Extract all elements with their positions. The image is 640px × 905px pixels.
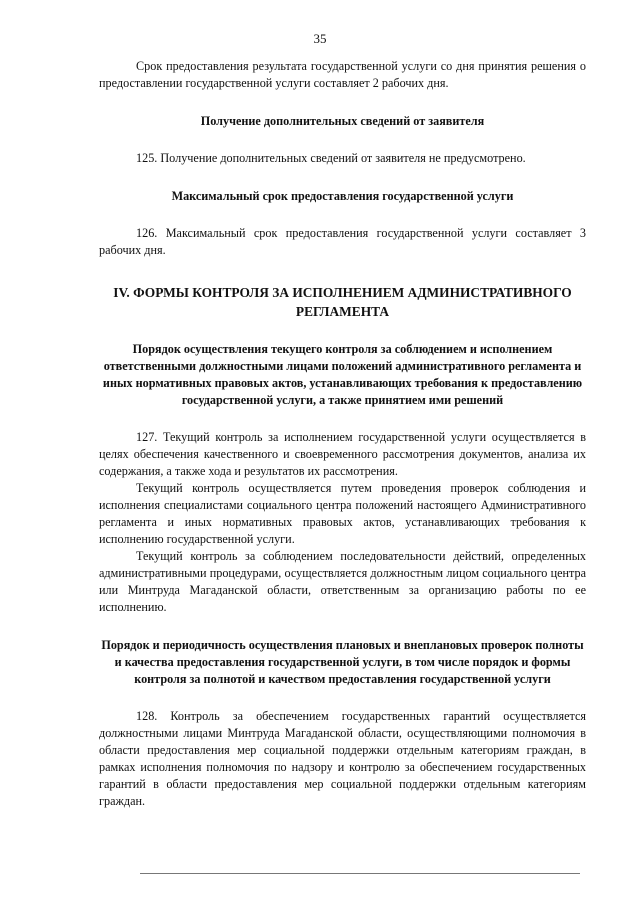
section-heading-line1: IV. ФОРМЫ КОНТРОЛЯ ЗА ИСПОЛНЕНИЕМ АДМИНИСТРАТИВНОГО: [113, 285, 572, 300]
paragraph-result-term: Срок предоставления результата государственной услуги со дня принятия решения о предоставлении государственной услуги составляет 2 рабочих дня.: [99, 59, 586, 90]
section-heading-line2: РЕГЛАМЕНТА: [295, 304, 390, 319]
paragraph-126: 126. Максимальный срок предоставления государственной услуги составляет 3 рабочих дня.: [99, 226, 586, 257]
page-number: 35: [313, 31, 327, 46]
paragraph-128: 128. Контроль за обеспечением государственных гарантий осуществляется должностными лицами Минтруда Магаданской области, осуществляющими полномочия в области предоставления мер социальной поддержки отдельным категориям граждан, в рамках исполнения полномочия по надзору и контролю за обеспечением государственных гарантий в области предоставления мер социальной поддержки отдельным категориям граждан.: [99, 709, 586, 808]
scan-bottom-line: [140, 873, 580, 874]
heading-current-control: Порядок осуществления текущего контроля за соблюдением и исполнением ответственными должностными лицами положений административного регламента и иных нормативных правовых актов, устанавливающих требования к предоставлению государственной услуги, а также принятием ими решений: [102, 342, 583, 407]
paragraph-127: 127. Текущий контроль за исполнением государственной услуги осуществляется в целях обеспечения качественного и своевременного рассмотрения документов, анализа их содержания, а также хода и результатов их рассмотрения.: [99, 430, 586, 478]
page-content: [99, 58, 586, 810]
heading-additional-info: Получение дополнительных сведений от заявителя: [200, 114, 485, 128]
heading-inspections: Порядок и периодичность осуществления плановых и внеплановых проверок полноты и качества предоставления государственной услуги, в том числе порядок и формы контроля за полнотой и качеством предоставления государственной услуги: [101, 638, 584, 686]
heading-max-term: Максимальный срок предоставления государственной услуги: [171, 189, 514, 203]
paragraph-127b: Текущий контроль осуществляется путем проведения проверок соблюдения и исполнения специалистами социального центра положений настоящего Административного регламента и иных нормативных правовых актов, устанавливающих требования к исполнению государственной услуги.: [99, 481, 586, 546]
paragraph-127c: Текущий контроль за соблюдением последовательности действий, определенных административными процедурами, осуществляется должностным лицом социального центра или Минтруда Магаданской области, ответственным за организацию работы по ее исполнению.: [99, 549, 586, 614]
paragraph-125: 125. Получение дополнительных сведений от заявителя не предусмотрено.: [136, 151, 526, 165]
section-heading: [99, 283, 586, 321]
